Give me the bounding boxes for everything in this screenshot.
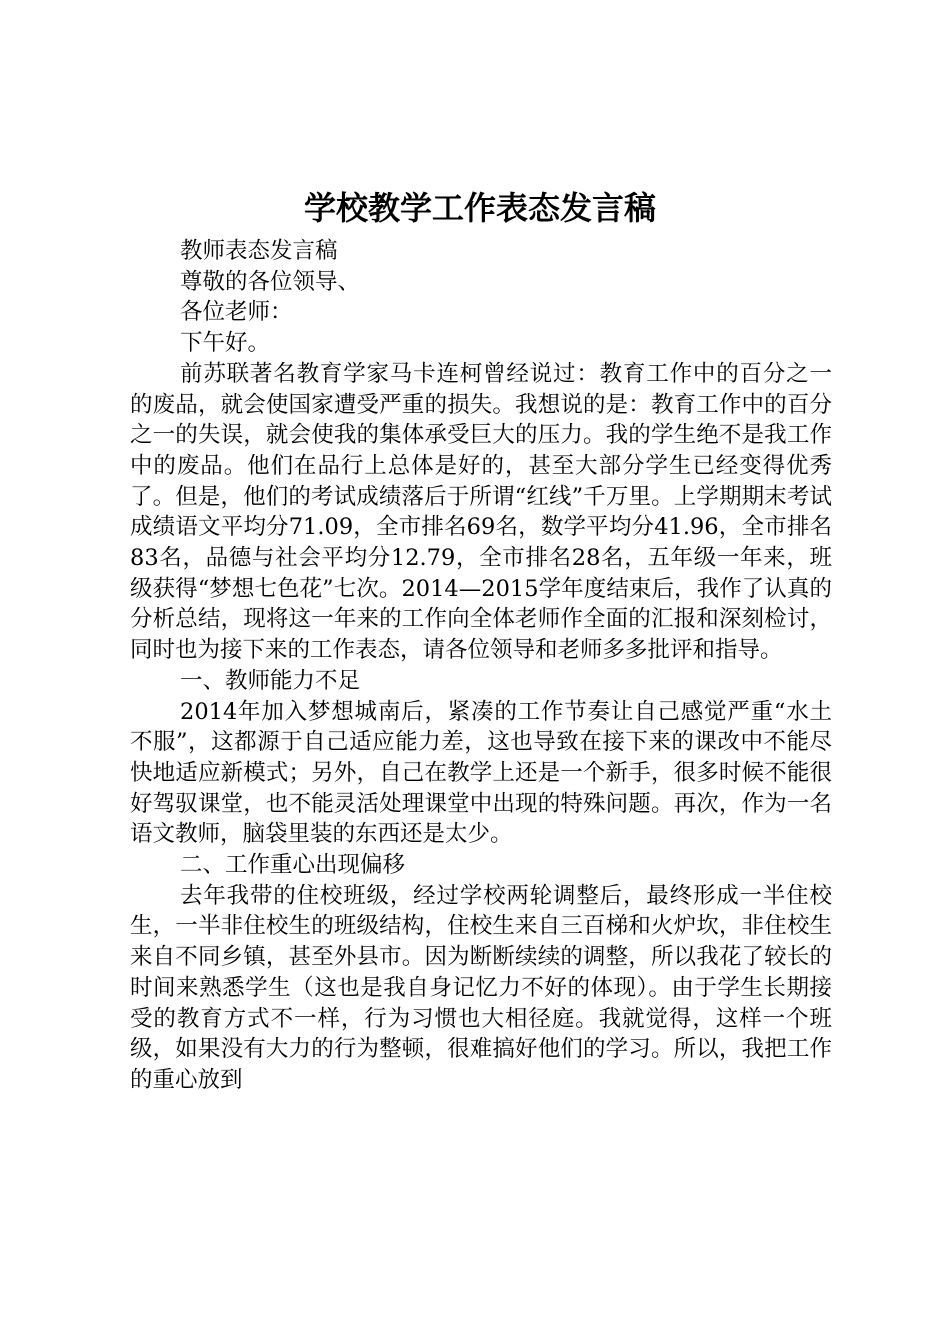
paragraph-salutation: 尊敬的各位领导、 <box>180 268 361 295</box>
paragraph: 去年我带的住校班级，经过学校两轮调整后，最终形成一半住校生，一半非住校生的班级结构，住校生来自三百梯和火炉坎，非住校生来自不同乡镇，甚至外县市。因为断断续续的调整，所以我花了较长的时间来熟悉学生（这也是我自身记忆力不好的体现）。由于学生长期接受的教育方式不一样，行为习惯也大相径庭。我就觉得，这样一个班级，如果没有大力的行为整顿，很难搞好他们的学习。所以，我把工作的重心放到 <box>130 882 832 1093</box>
paragraph-salutation: 各位老师： <box>180 299 293 326</box>
document-body <box>130 236 832 1096</box>
section-heading: 一、教师能力不足 <box>180 667 361 694</box>
paragraph: 前苏联著名教育学家马卡连柯曾经说过：教育工作中的百分之一的废品，就会使国家遭受严重的损失。我想说的是：教育工作中的百分之一的失误，就会使我的集体承受巨大的压力。我的学生绝不是我工作中的废品。他们在品行上总体是好的，甚至大部分学生已经变得优秀了。但是，他们的考试成绩落后于所谓“红线”千万里。上学期期末考试成绩语文平均分71.09，全市排名69名，数学平均分41.96，全市排名83名，品德与社会平均分12.79，全市排名28名，五年级一年来，班级获得“梦想七色花”七次。2014—2015学年度结束后，我作了认真的分析总结，现将这一年来的工作向全体老师作全面的汇报和深刻检讨，同时也为接下来的工作表态，请各位领导和老师多多批评和指导。 <box>130 360 832 664</box>
paragraph: 2014年加入梦想城南后，紧凑的工作节奏让自己感觉严重“水土不服”，这都源于自己适应能力差，这也导致在接下来的课改中不能尽快地适应新模式；另外，自己在教学上还是一个新手，很多时候不能很好驾驭课堂，也不能灵活处理课堂中出现的特殊问题。再次，作为一名语文教师，脑袋里装的东西还是太少。 <box>130 698 832 848</box>
section-heading: 二、工作重心出现偏移 <box>180 852 406 879</box>
paragraph-greeting: 下午好。 <box>180 330 271 357</box>
document-title: 学校教学工作表态发言稿 <box>303 189 656 227</box>
paragraph-heading: 教师表态发言稿 <box>180 238 338 264</box>
